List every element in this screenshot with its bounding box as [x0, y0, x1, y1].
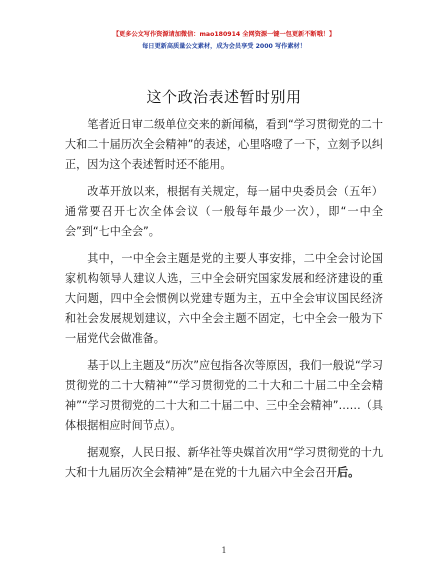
paragraph-5-tail: 后。: [337, 466, 360, 479]
promo-line-2: 每日更新高质量公文素材，成为会员享受 2000 写作素材！: [142, 43, 306, 50]
article-title: 这个政治表述暂时别用: [146, 88, 302, 106]
paragraph-3: 其中，一中全会主题是党的主要人事安排，二中全会讨论国家机构领导人建议人选，三中全会研究国家发展和经济建设的重大问题，四中全会惯例以党建专题为主，五中全会审议国民经济和社会发展规划建议，六中全会主题不固定，七中全会一般为下一届党代会做准备。: [65, 252, 383, 345]
paragraph-4: 基于以上主题及“历次”应包指各次等原因，我们一般说“学习贯彻党的二十大精神”“学习贯彻党的二十大和二十届二中全会精神”“学习贯彻党的二十大和二十届二中、三中全会精神”……（具体根据相应时间节点）。: [65, 359, 383, 432]
paragraph-2: 改革开放以来，根据有关规定，每一届中央委员会（五年）通常要召开七次全体会议（一般每年最少一次），即“一中全会”到“七中全会”。: [65, 185, 383, 238]
paragraph-1: 笔者近日审二级单位交来的新闻稿，看到“学习贯彻党的二十大和二十届历次全会精神”的表述，心里咯噔了一下，立刻予以纠正，因为这个表述暂时还不能用。: [65, 118, 383, 171]
promo-line-1: 【更多公文写作资源请加微信：mao180914 全网资源一键一包更新不断哦！】: [112, 31, 336, 38]
paragraph-5-main: 据观察，人民日报、新华社等央媒首次用“学习贯彻党的十九大和十九届历次全会精神”是在党的十九届六中全会召开: [65, 446, 383, 479]
promo-header: [0, 30, 448, 51]
paragraph-5: [65, 443, 383, 483]
page-number: 1: [221, 546, 227, 555]
article-body: [65, 115, 383, 490]
